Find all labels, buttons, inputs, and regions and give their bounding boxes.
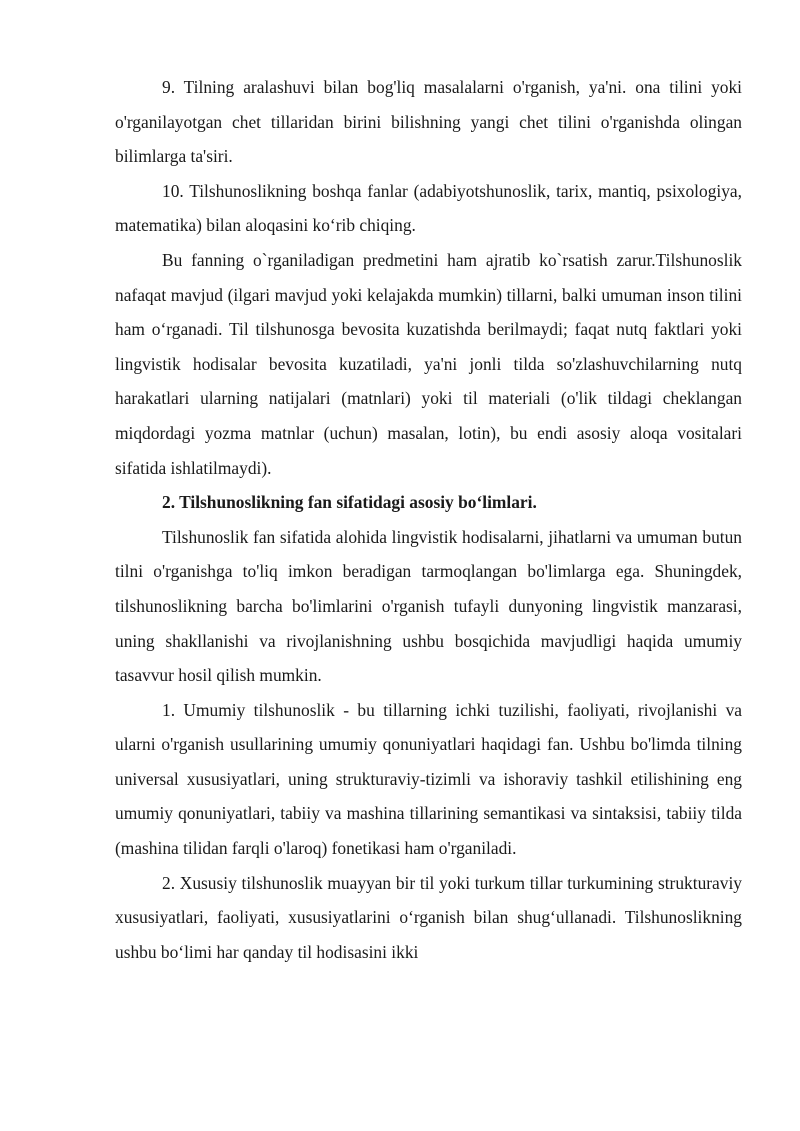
document-page <box>115 70 742 969</box>
paragraph-subject: Bu fanning o`rganiladigan predmetini ham ajratib ko`rsatish zarur.Tilshunoslik nafaqat mavjud (ilgari mavjud yoki kelajakda mumkin) tillarni, balki umuman inson tilini ham o‘rganadi. Til tilshunosga bevosita kuzatishda berilmaydi; faqat nutq faktlari yoki lingvistik hodisalar bevosita kuzatiladi, ya'ni jonli tilda so'zlashuvchilarning nutq harakatlari ularning natijalari (matnlari) yoki til materiali (o'lik tildagi cheklangan miqdordagi yozma matnlar (uchun) masalan, lotin), bu endi asosiy aloqa vositalari sifatida ishlatilmaydi). <box>115 249 742 478</box>
paragraph-sections-intro: Tilshunoslik fan sifatida alohida lingvistik hodisalarni, jihatlarni va umuman butun tilni o'rganishga to'liq imkon beradigan tarmoqlangan bo'limlarga ega. Shuningdek, tilshunoslikning barcha bo'limlarini o'rganish tufayli dunyoning lingvistik manzarasi, uning shakllanishi va rivojlanishning ushbu bosqichida mavjudligi haqida umumiy tasavvur hosil qilish mumkin. <box>115 526 742 686</box>
paragraph-general-linguistics: 1. Umumiy tilshunoslik - bu tillarning ichki tuzilishi, faoliyati, rivojlanishi va ularni o'rganish usullarining umumiy qonuniyatlari haqidagi fan. Ushbu bo'limda tilning universal xususiyatlari, uning strukturaviy-tizimli va ishoraviy tashkil etilishining eng umumiy qonuniyatlari, tabiiy va mashina tillarining semantikasi va sintaksisi, tabiiy tilda (mashina tilidan farqli o'laroq) fonetikasi ham o'rganiladi. <box>115 699 742 859</box>
paragraph-item-9: 9. Tilning aralashuvi bilan bog'liq masalalarni o'rganish, ya'ni. ona tilini yoki o'rganilayotgan chet tillaridan birini bilishning yangi chet tilini o'rganishda olingan bilimlarga ta'siri. <box>115 77 742 167</box>
paragraph-particular-linguistics: 2. Xususiy tilshunoslik muayyan bir til yoki turkum tillar turkumining strukturaviy xususiyatlari, faoliyati, xususiyatlarini o‘rganish bilan shug‘ullanadi. Tilshunoslikning ushbu bo‘limi har qanday til hodisasini ikki <box>115 872 742 962</box>
section-heading: 2. Tilshunoslikning fan sifatidagi asosiy bo‘limlari. <box>162 492 537 513</box>
paragraph-item-10: 10. Tilshunoslikning boshqa fanlar (adabiyotshunoslik, tarix, mantiq, psixologiya, matematika) bilan aloqasini ko‘rib chiqing. <box>115 180 742 236</box>
